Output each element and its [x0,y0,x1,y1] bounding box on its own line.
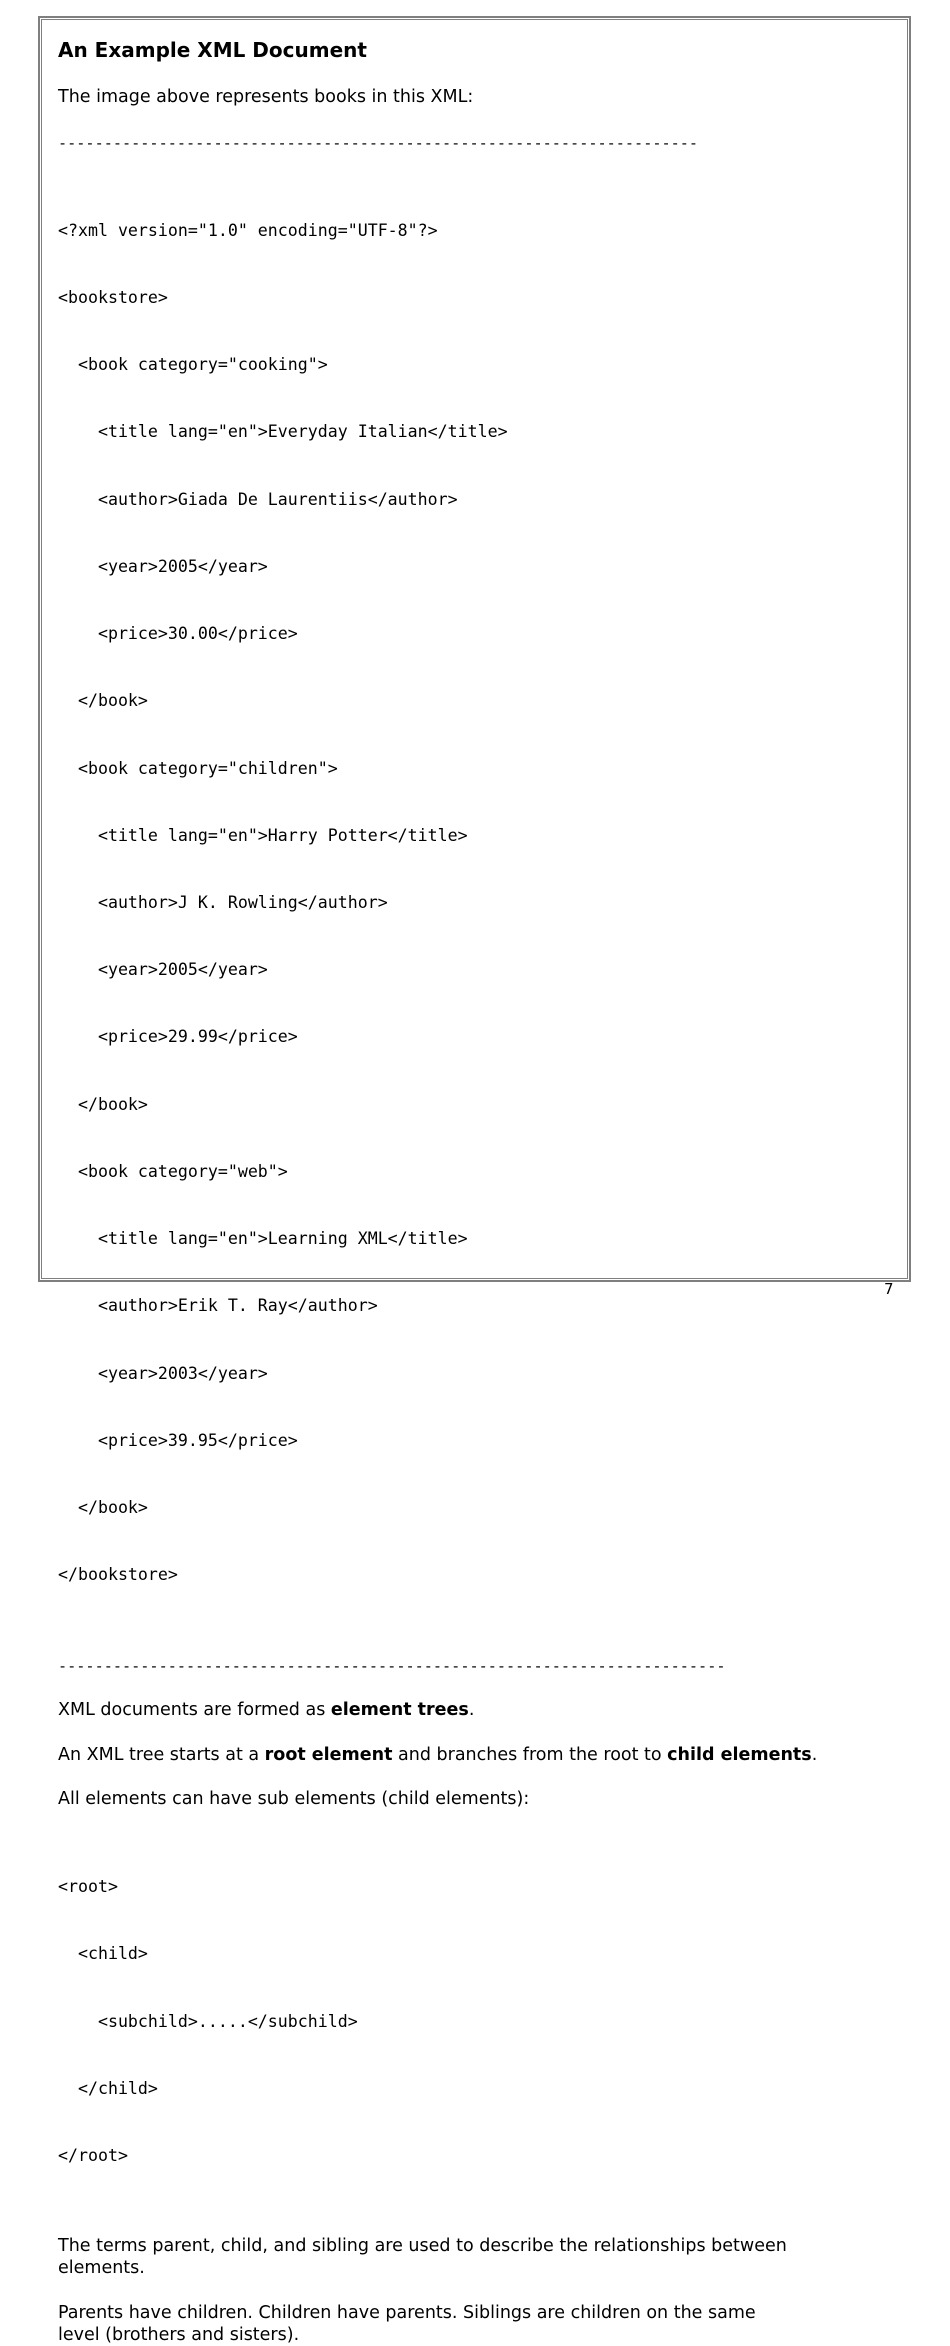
text-run: . [468,1700,475,1721]
text-run: . [811,1745,818,1766]
code-line: </book> [58,691,148,711]
text-run: An XML tree starts at a [58,1745,265,1766]
page-number: 7 [884,1280,894,1298]
root-element-paragraph [58,1744,888,1766]
code-line: <title lang="en">Everyday Italian</title> [58,422,508,442]
text-run: XML documents are formed as [58,1700,331,1721]
code-line: </child> [58,2078,158,2098]
code-line: <title lang="en">Harry Potter</title> [58,825,468,845]
bold-term: child elements [667,1745,812,1766]
code-line: <?xml version="1.0" encoding="UTF-8"?> [58,220,438,240]
code-line: <year>2005</year> [58,556,268,576]
code-line: </bookstore> [58,1565,178,1585]
code-line: <child> [58,1944,148,1964]
code-line: <author>Giada De Laurentiis</author> [58,489,458,509]
code-line: </book> [58,1094,148,1114]
separator-top: ---------------------------------------------------------------------- [58,134,699,152]
document-body [58,36,888,2346]
xml-code-block [58,175,888,1631]
text-run: and branches from the root to [392,1745,668,1766]
code-line: <book category="web"> [58,1161,288,1181]
text-line: level (brothers and sisters). [58,2325,300,2346]
code-line: <book category="children"> [58,758,338,778]
code-line: <subchild>.....</subchild> [58,2011,358,2031]
element-trees-paragraph [58,1699,888,1721]
code-line: <author>Erik T. Ray</author> [58,1296,378,1316]
bold-term: element trees [330,1700,469,1721]
code-line: <author>J K. Rowling</author> [58,893,388,912]
sub-elements-paragraph: All elements can have sub elements (child elements): [58,1789,530,1810]
intro-text: The image above represents books in this XML: [58,87,474,107]
code-line: <year>2003</year> [58,1363,268,1383]
code-line: <price>30.00</price> [58,624,298,644]
siblings-paragraph [58,2302,888,2346]
bold-term: root element [264,1745,393,1766]
tree-code-block [58,1831,888,2212]
code-line: <year>2005</year> [58,960,268,980]
text-line: Parents have children. Children have parents. Siblings are children on the same [58,2303,756,2324]
code-line: <bookstore> [58,288,168,308]
code-line: </book> [58,1497,148,1517]
separator-bottom: ------------------------------------------------------------------------- [58,1657,726,1676]
code-line: <book category="cooking"> [58,355,328,375]
code-line: <title lang="en">Learning XML</title> [58,1229,468,1249]
code-line: </root> [58,2146,128,2166]
relationships-paragraph: The terms parent, child, and sibling are used to describe the relationships between elements. [58,2236,787,2279]
code-line: <price>29.99</price> [58,1027,298,1047]
section-heading: An Example XML Document [58,38,367,62]
code-line: <root> [58,1877,118,1897]
code-line: <price>39.95</price> [58,1430,298,1450]
